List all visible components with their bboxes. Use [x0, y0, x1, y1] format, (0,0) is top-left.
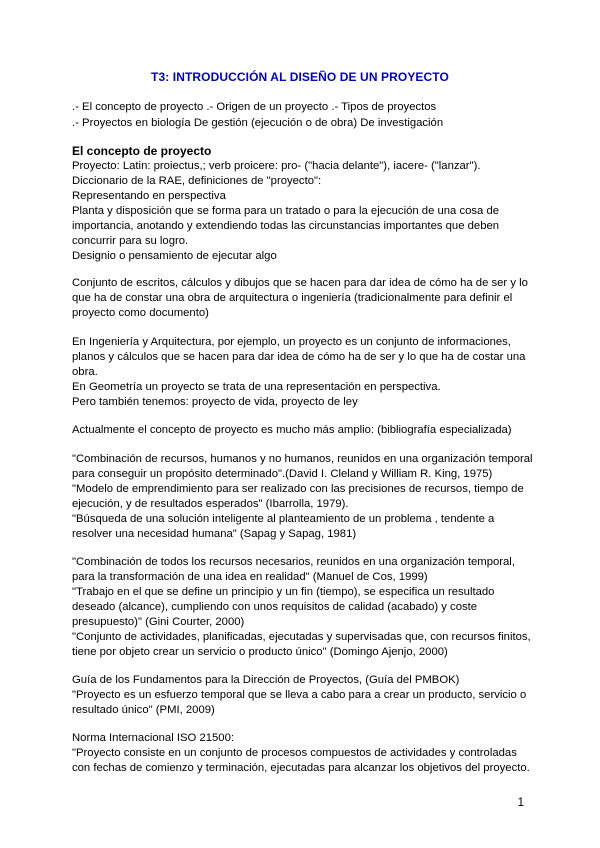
text-line: Proyecto: Latin: proiectus,; verb proicere: pro- ("hacia delante"), iacere- ("lanzar").	[72, 160, 481, 172]
topics-line-1: .- El concepto de proyecto .- Origen de un proyecto .- Tipos de proyectos	[72, 101, 437, 113]
text-line: que ha de constar una obra de arquitectura o ingeniería (tradicionalmente para definir el	[72, 292, 513, 304]
text-line: Norma Internacional ISO 21500:	[72, 732, 235, 744]
text-line: obra.	[72, 366, 98, 378]
text-line: ejecución, y de resultados esperados" (Ibarrolla, 1979).	[72, 498, 349, 510]
text-line: "Combinación de todos los recursos necesarios, reunidos en una organización temporal,	[72, 556, 515, 568]
document-title: T3: INTRODUCCIÓN AL DISEÑO DE UN PROYECTO	[151, 70, 449, 84]
topics-line-2: .- Proyectos en biología De gestión (ejecución o de obra) De investigación	[72, 117, 444, 129]
text-line: En Geometría un proyecto se trata de una representación en perspectiva.	[72, 381, 441, 393]
text-line: Pero también tenemos: proyecto de vida, proyecto de ley	[72, 396, 358, 408]
text-line: resolver una necesidad humana" (Sapag y Sapag, 1981)	[72, 528, 357, 540]
text-line: Designio o pensamiento de ejecutar algo	[72, 250, 277, 262]
text-line: "Conjunto de actividades, planificadas, ejecutadas y supervisadas que, con recursos finitos,	[72, 631, 531, 643]
text-line: presupuesto)" (Gini Courter, 2000)	[72, 616, 245, 628]
text-line: para conseguir un propósito determinado".(David I. Cleland y William R. King, 1975)	[72, 468, 493, 480]
text-line: para la transformación de una idea en realidad" (Manuel de Cos, 1999)	[72, 571, 428, 583]
text-line: tiene por objeto crear un servicio o producto único" (Domingo Ajenjo, 2000)	[72, 646, 448, 658]
text-line: Guía de los Fundamentos para la Dirección de Proyectos, (Guía del PMBOK)	[72, 674, 460, 686]
text-line: deseado (alcance), cumpliendo con unos requisitos de calidad (acabado) y coste	[72, 601, 478, 613]
text-line: "Trabajo en el que se define un principio y un fin (tiempo), se especifica un resultado	[72, 586, 495, 598]
text-line: planos y cálculos que se hacen para dar idea de cómo ha de ser y lo que ha de costar una	[72, 351, 526, 363]
text-line: resultado único" (PMI, 2009)	[72, 704, 215, 716]
text-line: "Proyecto consiste en un conjunto de procesos compuestos de actividades y controladas	[72, 747, 517, 759]
text-line: En Ingeniería y Arquitectura, por ejemplo, un proyecto es un conjunto de informaciones,	[72, 336, 511, 348]
text-line: "Combinación de recursos, humanos y no humanos, reunidos en una organización temporal	[72, 453, 533, 465]
text-line: proyecto como documento)	[72, 307, 209, 319]
text-line: importancia, anotando y extendiendo todas las circunstancias importantes que deben	[72, 220, 500, 232]
text-line: Conjunto de escritos, cálculos y dibujos que se hacen para dar idea de cómo ha de ser y lo	[72, 277, 528, 289]
text-line: Representando en perspectiva	[72, 190, 226, 202]
text-line: concurrir para su logro.	[72, 235, 189, 247]
text-line: Diccionario de la RAE, definiciones de "proyecto":	[72, 175, 322, 187]
text-line: con fechas de comienzo y terminación, ejecutadas para alcanzar los objetivos del proyecto.	[72, 762, 530, 774]
text-line: "Proyecto es un esfuerzo temporal que se lleva a cabo para a crear un producto, servicio o	[72, 689, 527, 701]
text-line: "Modelo de emprendimiento para ser realizado con las precisiones de recursos, tiempo de	[72, 483, 524, 495]
section-heading: El concepto de proyecto	[72, 144, 212, 158]
text-line: Actualmente el concepto de proyecto es mucho más amplio: (bibliografía especializada)	[72, 424, 512, 436]
page-number: 1	[517, 797, 524, 809]
text-line: "Búsqueda de una solución inteligente al planteamiento de un problema , tendente a	[72, 513, 495, 525]
text-line: Planta y disposición que se forma para un tratado o para la ejecución de una cosa de	[72, 205, 500, 217]
